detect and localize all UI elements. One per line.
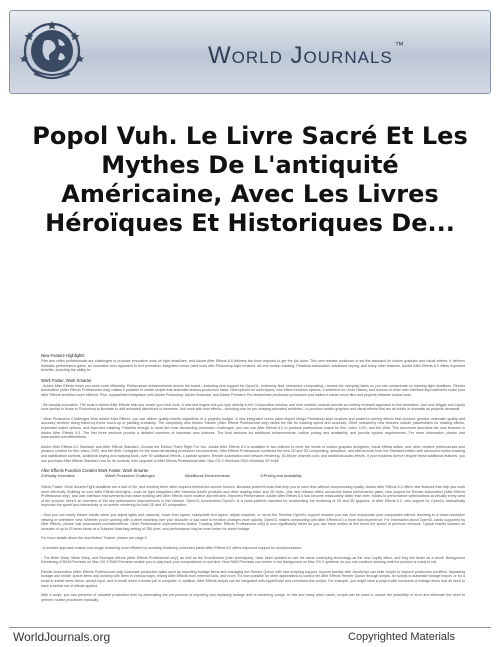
paragraph: For more details about the new Motion Tracker, please see page 9. <box>41 536 148 541</box>
paragraph: With a script, you can preserve of valuable production time by automating the pre-process of importing and replacing footage and re-rendering comps. In this and many other cases, scripts can be used to reduce the possibility of error and eliminate the need to perform routine processes manually. <box>41 593 465 602</box>
footer-divider <box>9 627 491 628</box>
paragraph: - Adobe After Effects helps you work more efficiently. Performance enhancements across the board—including new support for OpenGL, extremely fluid, interactive compositing—means the everyday tasks so you can concentrate on meeting tight deadlines. Render Automation (After Effects Professional only) makes it possible to create scripts that automate tedious production tasks. New options for solid layers, new effect functions options, a submenu for Undo History, and dozens of other user interface improvements make your After Effects workflow more efficient. Plus, unparalleled integration with Adobe Photoshop, Adobe Illustrator, and Adobe Premiere Pro streamlines production processes and makes it easier move files and projects between Adobe tools. <box>41 383 465 397</box>
paragraph: Render Automation (After Effects Professional only) Automate production tasks such as importing footage items and managing the Render Queue with new scripting support. Anyone familiar with JavaScript can write scripts to improve production workflow, bypassing footage and render queue items and working with them in various ways, driving After Effects from external tools, and more. It's now possible for other applications to control the After Effects Render Queue through scripts, for scripts to automate footage import, or for a script to install menu items, accept input, and to email when a render job is complete. In addition, After Effects scripts can be integrated with AppleScript and command-line scripts. For example, you might have a project with hundreds of footage items that all need to have a similar set of effects applied. <box>41 569 465 588</box>
contents-item: 11Pricing and Availability <box>259 474 302 479</box>
paragraph: Film and video professionals are challenged to produce innovative work on tight deadlines, and Adobe After Effects 6.0 delivers the tools required to get the job done. This new release continues to set the standard for motion graphics and visual effects. It delivers dramatic performance gains, an innovative new approach to text animation, integrated vector paint tools with Photoshop-style brushes, all-new motion tracking, Parabola automation, advanced keying, and many other features. Adobe After Effects 6.0 offers important benefits, including the ability to: <box>41 359 465 373</box>
section-heading: Work Faster, Work Smarter <box>41 377 92 383</box>
brand-text: World Journals <box>208 42 393 69</box>
section-heading: After Effects Function Content Work Faster, Work Smarter <box>41 468 149 474</box>
contents-item: 4Meet Production Challenges <box>104 474 155 479</box>
book-title: Popol Vuh. Le Livre Sacré Et Les Mythes De L'antiquité Américaine, Avec Les Livres Héroïques Et Historiques De... <box>32 122 468 237</box>
footer-site-link[interactable]: WorldJournals.org <box>13 630 111 644</box>
paragraph: - The Bitter Warp, Mesh Warp, and Reshape effects (After Effects Professional only), as well as the Smoothness (both techniques), have been updated to use the same underlying technology as the new Liquify effect, and they are faster as a result. Background Rendering of RAM Previews on Mac OS X RAM Previews enable you to play back your compositions in real time. Now RAM Previews can render in the background on Mac OS X systems, so you can continue working until the preview is ready to roll. <box>41 555 465 565</box>
paragraph: Adobe After Effects 6.0 Standard and After Effects Standard: Choose the Edition That's Right For You. Adobe After Effects 6.0 is available in two editions to meet the needs of motion graphics designers, visual effects artists, and other creative professionals who produce content for film, video, DVD, and the Web. Designed for the most demanding production environments, After Effects Professional combines the new 2D and 3D compositing, animation, and effects tools from the Standard edition with advanced motion tracking and stabilization controls, additional keying and warping tools, over 90 additional effects, a particle system, Render Automation and network rendering, 16-bit per channel color, and additional audio effects. If your business doesn't require these additional features, you can purchase After Effects Standard now for its controls, then upgrade to After Effects Professional later. Mac OS X Windows 2000 Windows XP 64bit <box>41 444 465 463</box>
trademark-symbol: ™ <box>394 40 405 50</box>
globe-star-logo-icon <box>20 19 84 83</box>
brand-name <box>208 42 405 70</box>
header-banner <box>9 10 491 94</box>
body-text <box>41 353 465 615</box>
section-heading: New Feature Highlights <box>41 353 85 358</box>
contents-row <box>41 474 465 479</box>
paragraph: 2Work Faster, Work SmarterTight deadlines are a fact of life, and meeting them often requires behind-the-scenes heroics. Because powerful tools that help you to save time without compromising quality, Adobe After Effects 6.0 offers new features that help you work more efficiently. Building on core After Effects strengths—such as tight integration with essential Adobe products and other leading video and 3D tools—this new release offers across-the-board performance gains, new support for Render Automation (After Effects Professional only), and user interface improvements that make working with After Effects more intuitive and efficient. Improved Performance: Adobe After Effects 6.0 has become measurably faster than ever, thanks to performance optimizations at virtually every area of the product. Here's an overview of the key performance improvements in this release. OpenGL Acceleration OpenGL is a cross-platform standard for accelerating the rendering of 2D and 3D graphics. In After Effects 6.0, new support for OpenGL dramatically improves the speed and interactivity of on-screen rendering for both 2D and 3D composites. <box>41 485 465 508</box>
footer-copyright: Copyrighted Materials <box>348 631 455 643</box>
paragraph: - Meet Production Challenges With Adobe After Effects, you can deliver quality results regardless of a project's budget. A new integrated vector paint engine brings Photoshop-style brushes and powerful cloning effects that produce genuine cinematic quality and accuracy whether doing frame-by-frame touch-up or painting creatively. The completely new Motion Tracker (After Effects Professional only) raises the bar for tracking speed and accuracy. Other noteworthy new features include placeholders for missing effects, expanded output options, and improved masking. Powerful enough to meet the most demanding production challenges, you can use After Effects 6.0 to produce professional output for film, video, DVD, and the Web. This document describes the new features in Adobe After Effects 6.0. The first three sections provide a detailed overview of important new features. The final sections list additional enhancements, outline pricing and availability, and provide system requirements. For more information, please visit www.adobe.com/aftereffects. <box>41 416 465 440</box>
contents-item: 2Virtually Innovative <box>41 474 75 479</box>
contents-item: 9Additional Enhancements <box>184 474 230 479</box>
paragraph: - Be visually innovative: The tools in Adobe After Effects help you create your best work. A new text engine lets you type directly in the Composition window, and new creative controls provide an entirely renewed approach to text animation. Use new Wiggle and Liquify tools similar to those in Photoshop to illustrate to add animated distortions to elements. And work with new effects—including one for pre-drawing animated scribbles—to produce motion graphics and visual effects that are as subtle or dramatic as projects demands. <box>41 402 465 412</box>
paragraph: - A smarter approach makes sub-image rendering more efficient by avoiding rendering unneeded pixels After Effects 6.0 offers improved support for multiprocessors. <box>41 546 303 551</box>
paragraph: - Now you can easily instant results when you adjust lights and cameras, move from layers, manipulate text layers, adjust shadows, or scrub the Timeline OpenGL support ensures you can now manipulate your composites without resorting to a lower-resolution viewing or wireframe view. Whether you're working with a client watching over your shoulder or just want to envision changes more quickly, OpenGL makes compositing with After Effects 6.0 a more fluid experience. For information about OpenGL cards supported by After Effects, please visit www.adobe.com/aftereffects. Other Performance Improvements Motion Tracking (After Effects Professional only) is now significantly faster so you can track motion at five times the speed of previous versions. Typical results showed an increase of up to 15 times faster at a Subpixel Matching setting of 256 pixel, and performance may be even better for some footage. <box>41 513 465 531</box>
